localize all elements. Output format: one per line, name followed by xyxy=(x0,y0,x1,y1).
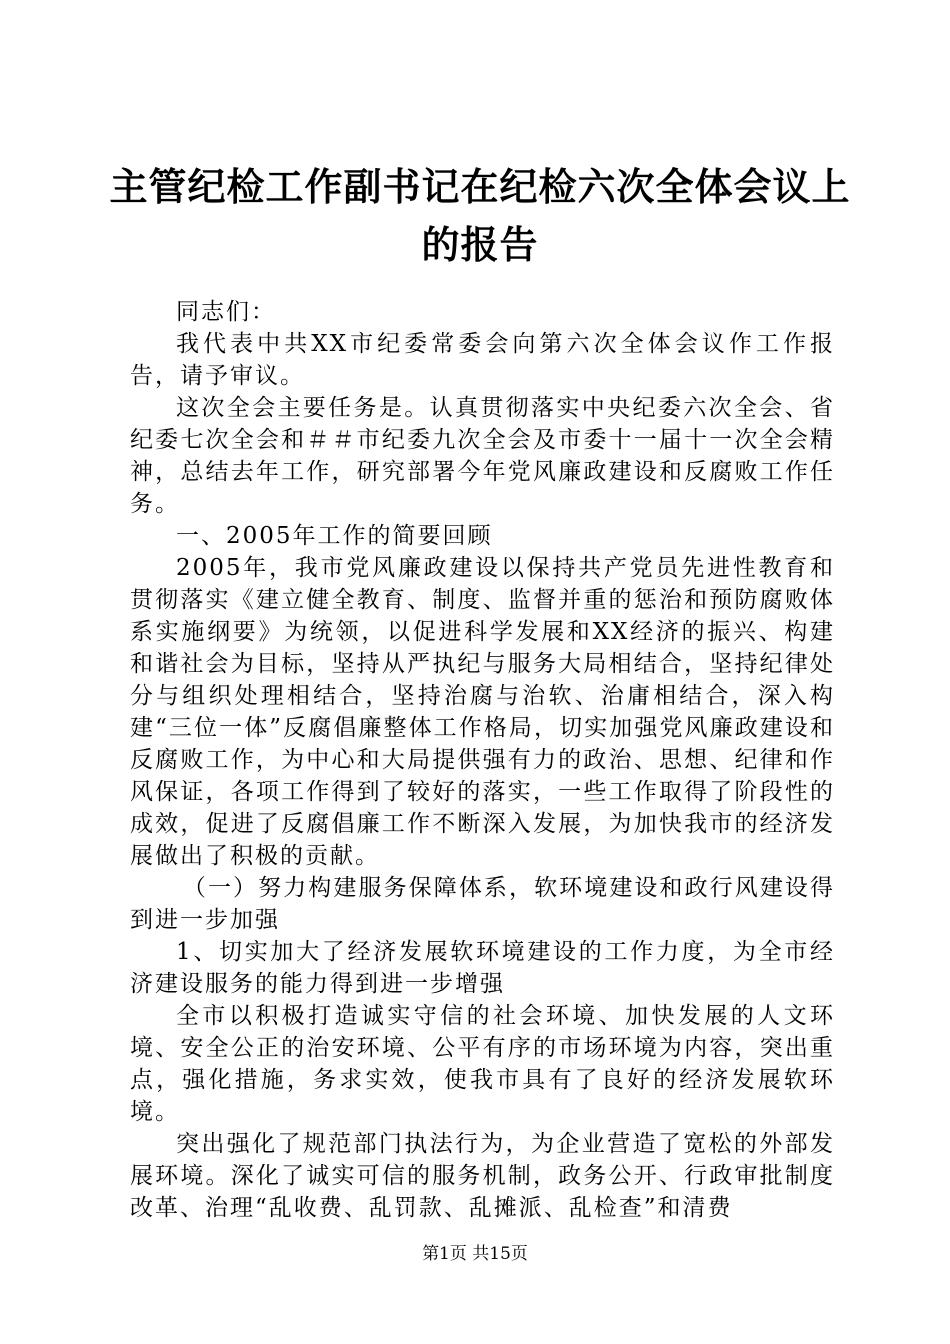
page-title: 主管纪检工作副书记在纪检六次全体会议上的报告 xyxy=(109,164,851,267)
paragraph-enforcement: 突出强化了规范部门执法行为，为企业营造了宽松的外部发展环境。深化了诚实可信的服务机制，政务公开、行政审批制度改革、治理“乱收费、乱罚款、乱摊派、乱检查”和清费 xyxy=(130,1131,835,1221)
paragraph-environment: 全市以积极打造诚实守信的社会环境、加快发展的人文环境、安全公正的治安环境、公平有序的市场环境为内容，突出重点，强化措施，务求实效，使我市具有了良好的经济发展软环境。 xyxy=(130,1003,835,1125)
subsection-item-1: 1、切实加大了经济发展软环境建设的工作力度，为全市经济建设服务的能力得到进一步增强 xyxy=(130,939,835,997)
paragraph-main-tasks: 这次全会主要任务是。认真贯彻落实中央纪委六次全会、省纪委七次全会和＃＃市纪委九次全会及市委十一届十一次全会精神，总结去年工作，研究部署今年党风廉政建设和反腐败工作任务。 xyxy=(130,395,835,517)
paragraph-2005-summary: 2005年，我市党风廉政建设以保持共产党员先进性教育和贯彻落实《建立健全教育、制度、监督并重的惩治和预防腐败体系实施纲要》为统领，以促进科学发展和XX经济的振兴、构建和谐社会为目标，坚持从严执纪与服务大局相结合，坚持纪律处分与组织处理相结合，坚持治腐与治软、治庸相结合，深入构建“三位一体”反腐倡廉整体工作格局，切实加强党风廉政建设和反腐败工作，为中心和大局提供强有力的政治、思想、纪律和作风保证，各项工作得到了较好的落实，一些工作取得了阶段性的成效，促进了反腐倡廉工作不断深入发展，为加快我市的经济发展做出了积极的贡献。 xyxy=(130,555,835,869)
page-footer: 第1页 共15页 xyxy=(422,1244,528,1264)
document-body xyxy=(130,296,835,1224)
subsection-heading-1: （一）努力构建服务保障体系，软环境建设和政行风建设得到进一步加强 xyxy=(130,875,835,933)
paragraph-salutation: 同志们： xyxy=(176,299,276,325)
section-heading-review: 一、2005年工作的简要回顾 xyxy=(176,523,493,549)
paragraph-intro: 我代表中共XX市纪委常委会向第六次全体会议作工作报告，请予审议。 xyxy=(130,331,835,389)
